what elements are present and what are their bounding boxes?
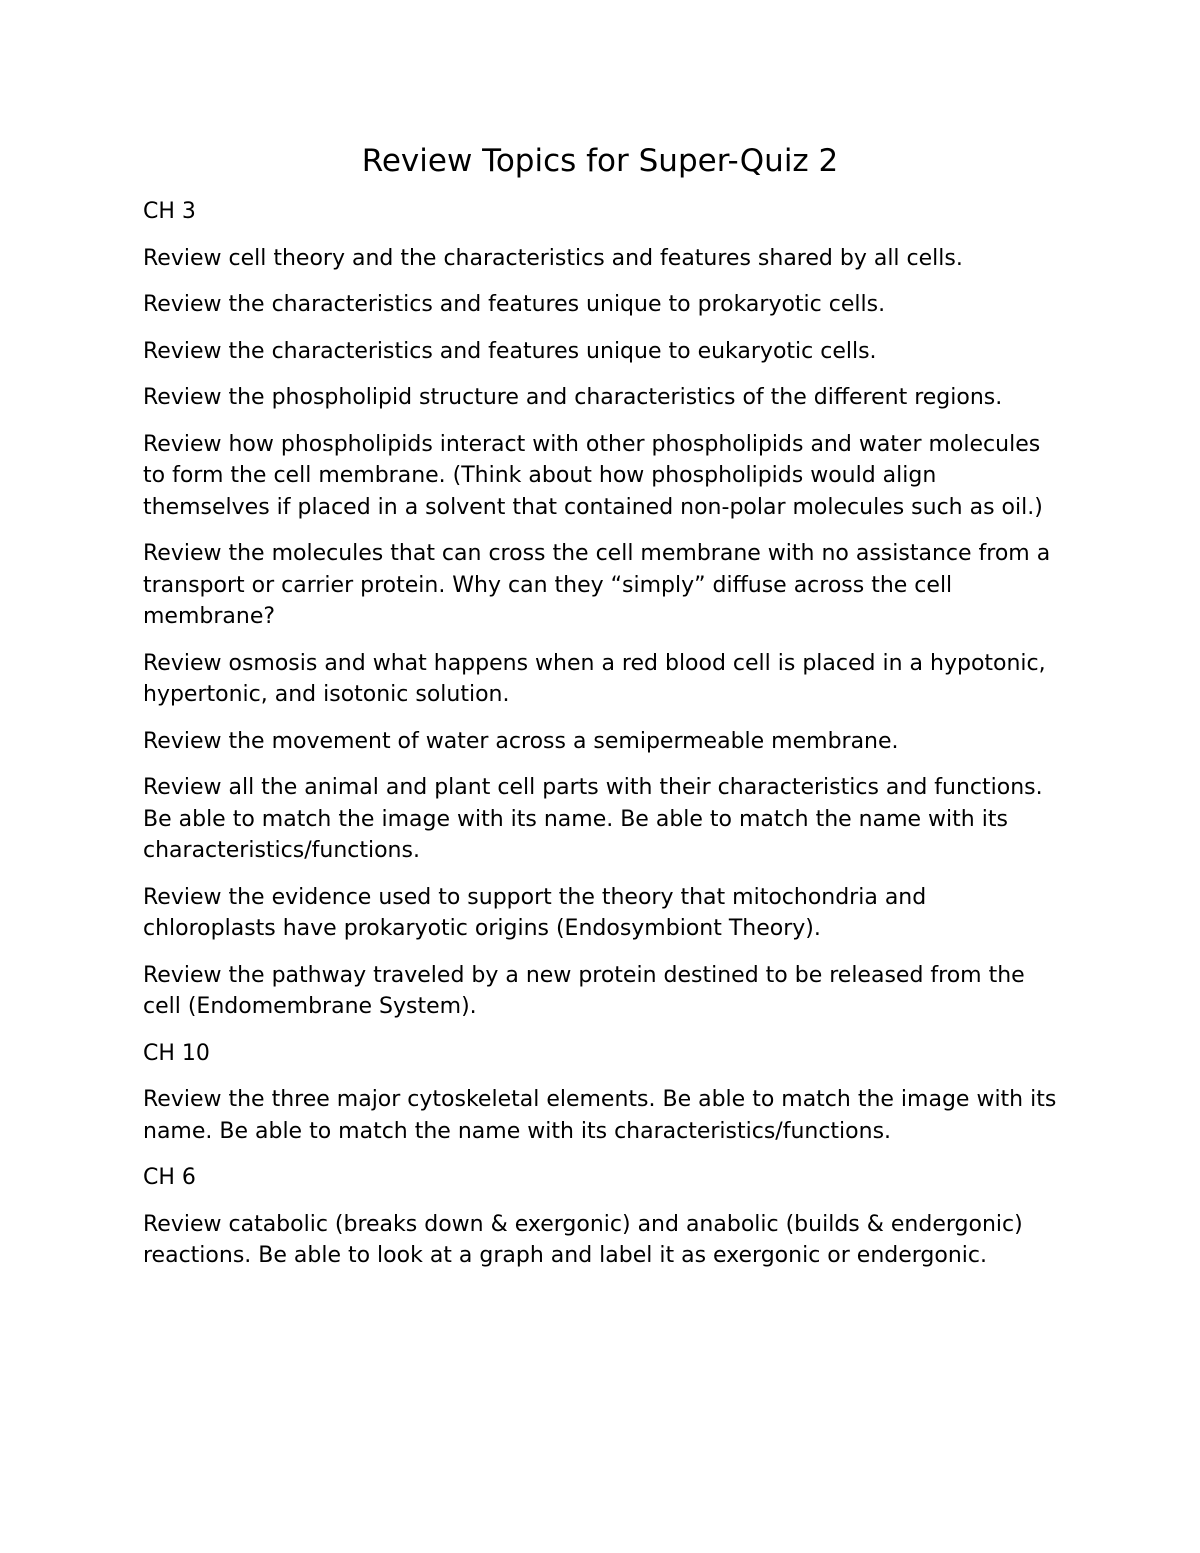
review-item: Review catabolic (breaks down & exergonic) and anabolic (builds & endergonic) reactions. Be able to look at a graph and label it as exergonic or endergonic. <box>143 1211 1023 1268</box>
review-item: Review the three major cytoskeletal elements. Be able to match the image with its name. Be able to match the name with its characteristics/functions. <box>143 1087 1057 1144</box>
review-item: Review how phospholipids interact with other phospholipids and water molecules to form the cell membrane. (Think about how phospholipids would align themselves if placed in a solvent that contained non-polar molecules such as oil.) <box>143 431 1043 520</box>
review-item: Review cell theory and the characteristics and features shared by all cells. <box>143 245 963 271</box>
review-item: Review osmosis and what happens when a red blood cell is placed in a hypotonic, hypertonic, and isotonic solution. <box>143 650 1046 707</box>
chapter-heading: CH 10 <box>143 1040 210 1066</box>
review-item: Review the pathway traveled by a new protein destined to be released from the cell (Endomembrane System). <box>143 962 1025 1019</box>
document-body <box>143 196 1063 1287</box>
review-item: Review the movement of water across a semipermeable membrane. <box>143 728 899 754</box>
review-item: Review the characteristics and features unique to eukaryotic cells. <box>143 338 877 364</box>
review-item: Review the evidence used to support the theory that mitochondria and chloroplasts have prokaryotic origins (Endosymbiont Theory). <box>143 884 927 941</box>
review-item: Review the characteristics and features unique to prokaryotic cells. <box>143 292 886 317</box>
chapter-heading: CH 6 <box>143 1165 196 1190</box>
document-title: Review Topics for Super-Quiz 2 <box>361 143 839 179</box>
chapter-heading: CH 3 <box>143 199 196 224</box>
review-item: Review the molecules that can cross the cell membrane with no assistance from a transport or carrier protein. Why can they “simply” diffuse across the cell membrane? <box>143 541 1051 629</box>
review-item: Review the phospholipid structure and characteristics of the different regions. <box>143 385 1003 410</box>
review-item: Review all the animal and plant cell parts with their characteristics and functions. Be able to match the image with its name. Be able to match the name with its characteristics/functions. <box>143 775 1043 863</box>
